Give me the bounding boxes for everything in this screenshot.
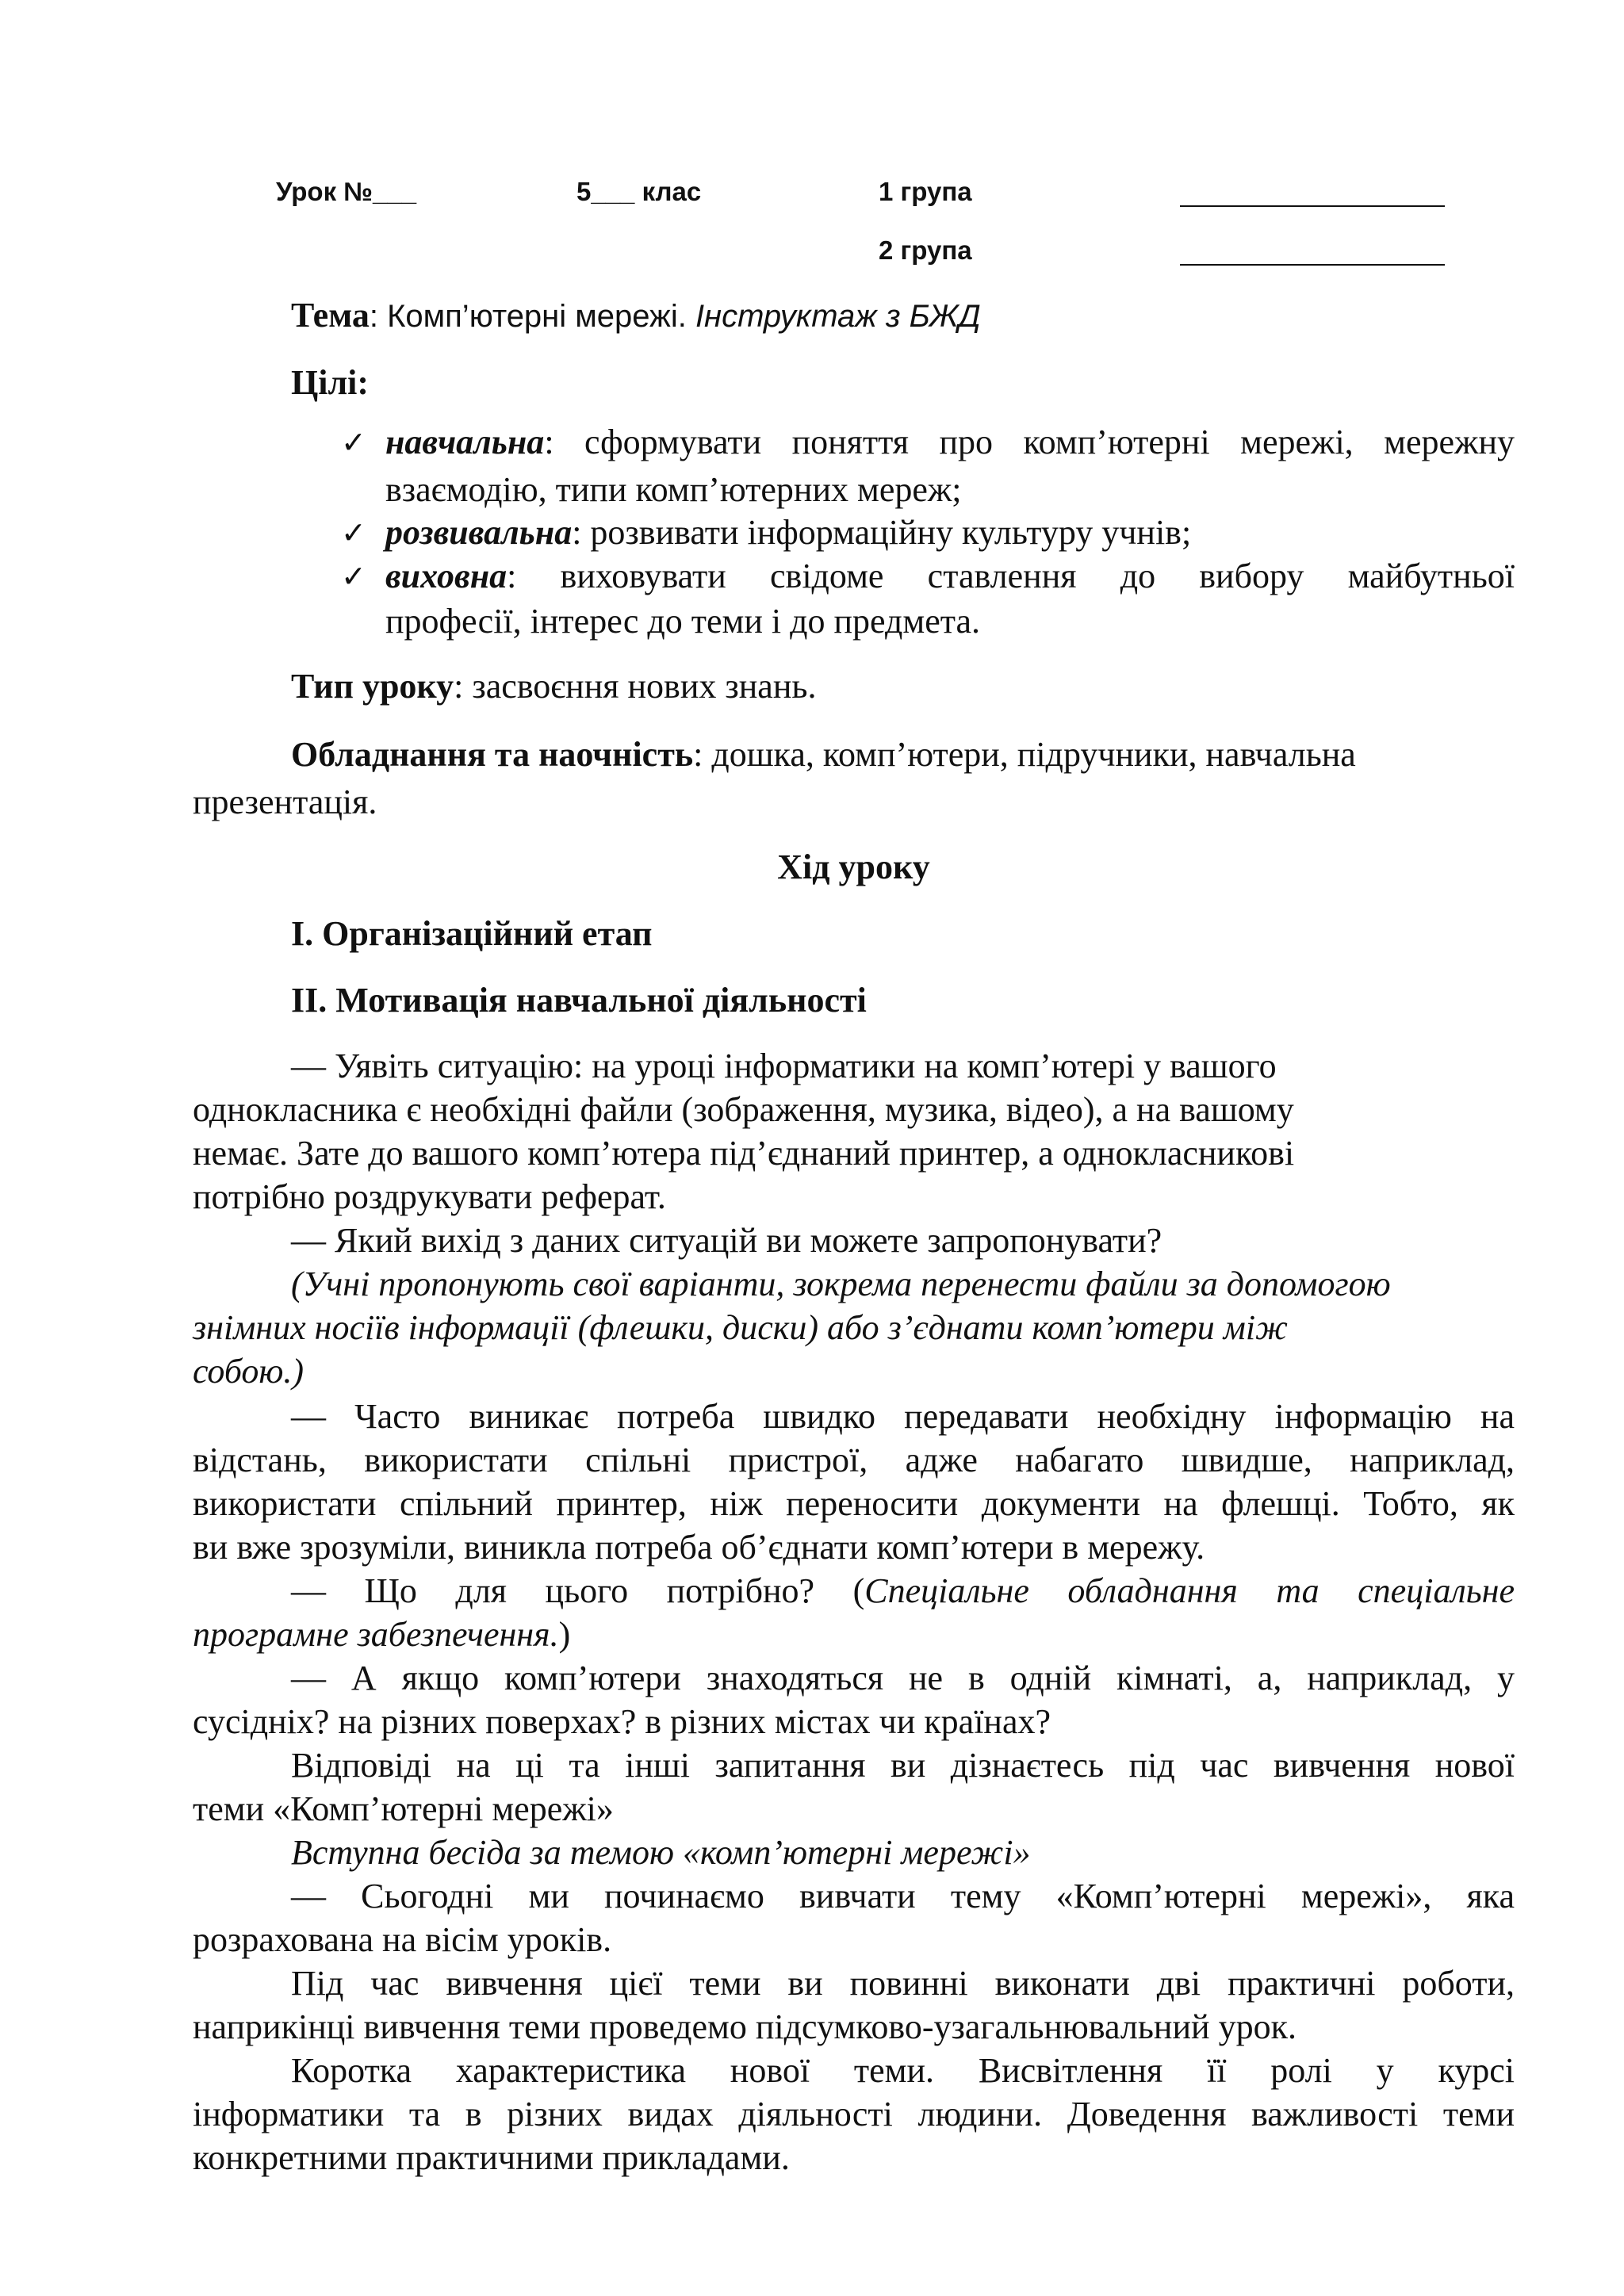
check-icon: ✓	[341, 515, 366, 550]
paragraph-line: — Часто виникає потреба швидко передавати необхідну інформацію на	[291, 1397, 1515, 1436]
paragraph-line: (Учні пропонують свої варіанти, зокрема перенести файли за допомогою	[291, 1265, 1391, 1303]
paragraph-line: потрібно роздрукувати реферат.	[193, 1177, 666, 1216]
paragraph-line: — Уявіть ситуацію: на уроці інформатики на комп’ютері у вашого	[291, 1047, 1277, 1085]
paragraph-line: Під час вивчення цієї теми ви повинні виконати дві практичні роботи,	[291, 1964, 1515, 2003]
lesson-type: Тип уроку: засвоєння нових знань.	[291, 667, 817, 706]
paragraph-line: теми «Комп’ютерні мережі»	[193, 1789, 614, 1828]
check-icon: ✓	[341, 559, 366, 594]
paragraph-line: відстань, використати спільні пристрої, адже набагато швидше, наприклад,	[193, 1441, 1515, 1479]
goals-title: Цілі:	[291, 363, 370, 402]
paragraph-line: Коротка характеристика нової теми. Висвітлення її ролі у курсі	[291, 2051, 1515, 2090]
paragraph-line: собою.)	[193, 1352, 304, 1391]
grade-label: 5___ клас	[576, 177, 702, 206]
paragraph-line: Вступна бесіда за темою «комп’ютерні мережі»	[291, 1833, 1031, 1872]
goal-item-3: виховна: виховувати свідоме ставлення до вибору майбутньої	[385, 557, 1515, 595]
equipment: Обладнання та наочність: дошка, комп’ютери, підручники, навчальна	[291, 735, 1356, 774]
paragraph-line: — Який вихід з даних ситуацій ви можете запропонувати?	[291, 1221, 1162, 1260]
paragraph-line: сусідніх? на різних поверхах? в різних містах чи країнах?	[193, 1702, 1051, 1741]
stage-1-heading: I. Організаційний етап	[291, 914, 653, 953]
course-title: Хід уроку	[777, 848, 930, 886]
theme-text: : Комп’ютерні мережі.	[369, 299, 695, 334]
paragraph-line: конкретними практичними прикладами.	[193, 2138, 790, 2177]
group-1-blank-line	[1180, 205, 1445, 207]
goal-item-2: розвивальна: розвивати інформаційну культуру учнів;	[385, 513, 1192, 552]
paragraph-line: програмне забезпечення.)	[193, 1615, 571, 1654]
goal-item-1-cont: взаємодію, типи комп’ютерних мереж;	[385, 470, 962, 509]
theme-label: Тема	[291, 296, 370, 335]
stage-2-heading: II. Мотивація навчальної діяльності	[291, 981, 867, 1020]
group-2-label: 2 група	[879, 235, 972, 265]
paragraph-line: немає. Зате до вашого комп’ютера під’єднаний принтер, а однокласникові	[193, 1134, 1295, 1173]
lesson-number: Урок №___	[276, 177, 417, 206]
paragraph-line: розрахована на вісім уроків.	[193, 1920, 612, 1959]
paragraph-line: — Що для цього потрібно? (Спеціальне обладнання та спеціальне	[291, 1571, 1515, 1610]
paragraph-line: — А якщо комп’ютери знаходяться не в одній кімнаті, а, наприклад, у	[291, 1659, 1515, 1697]
equipment-cont: презентація.	[193, 783, 377, 821]
paragraph-line: ви вже зрозуміли, виникла потреба об’єднати комп’ютери в мережу.	[193, 1528, 1205, 1567]
paragraph-line: інформатики та в різних видах діяльності людини. Доведення важливості теми	[193, 2095, 1515, 2133]
goal-item-3-cont: професії, інтерес до теми і до предмета.	[385, 602, 981, 641]
group-1-label: 1 група	[879, 177, 972, 206]
lesson-theme	[291, 292, 981, 340]
paragraph-line: знімних носіїв інформації (флешки, диски) або з’єднати комп’ютери між	[193, 1308, 1288, 1347]
goal-item-1: навчальна: сформувати поняття про комп’ютерні мережі, мережну	[385, 423, 1515, 461]
group-2-blank-line	[1180, 264, 1445, 266]
paragraph-line: однокласника є необхідні файли (зображення, музика, відео), а на вашому	[193, 1090, 1294, 1129]
check-icon: ✓	[341, 425, 366, 460]
paragraph-line: використати спільний принтер, ніж переносити документи на флешці. Тобто, як	[193, 1484, 1515, 1523]
paragraph-line: — Сьогодні ми починаємо вивчати тему «Комп’ютерні мережі», яка	[291, 1877, 1515, 1915]
paragraph-line: Відповіді на ці та інші запитання ви дізнаєтесь під час вивчення нової	[291, 1746, 1515, 1785]
theme-italic: Інструктаж з БЖД	[695, 299, 981, 334]
paragraph-line: наприкінці вивчення теми проведемо підсумково-узагальнювальний урок.	[193, 2007, 1297, 2046]
